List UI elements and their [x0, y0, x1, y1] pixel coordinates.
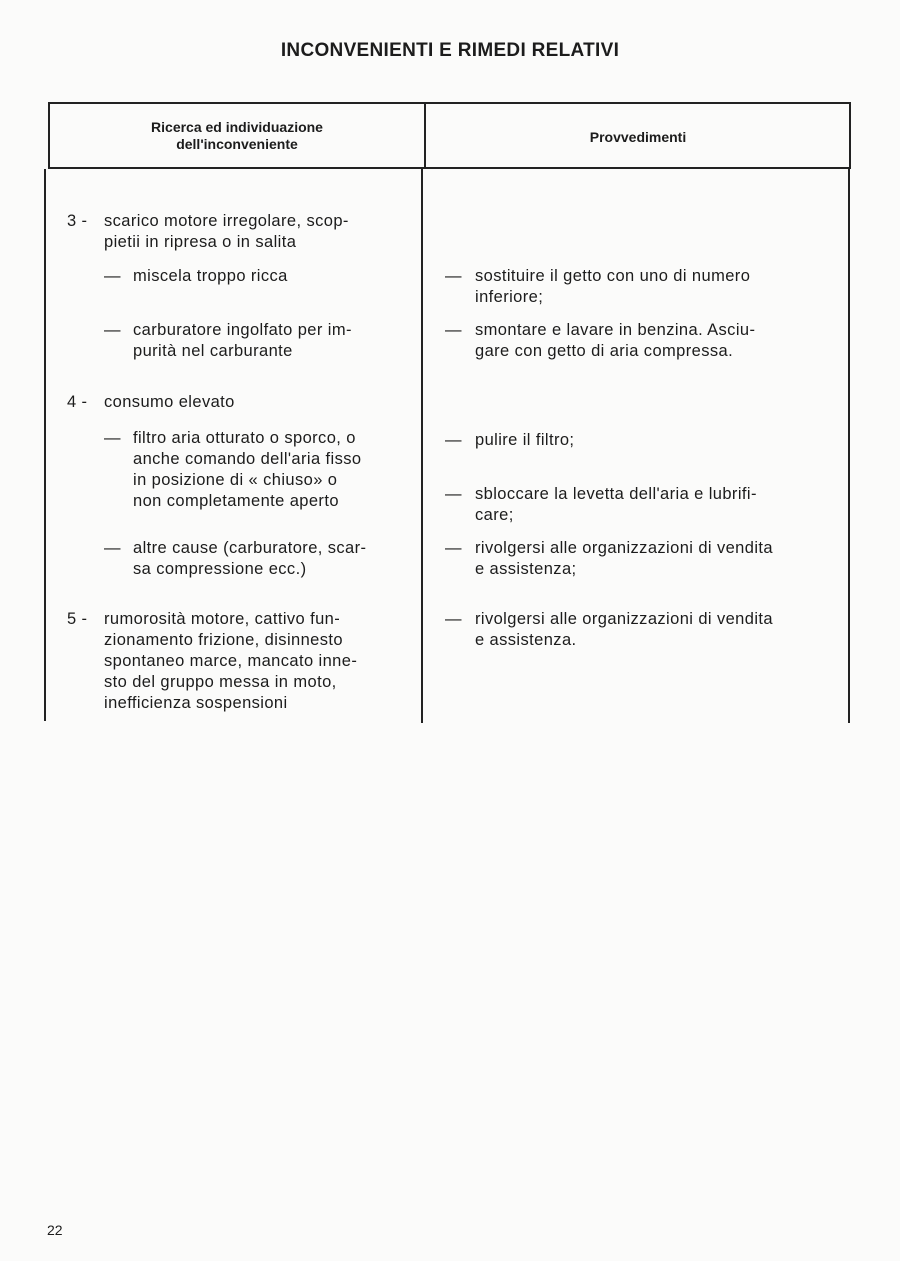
- item-line: rivolgersi alle organizzazioni di vendita: [475, 610, 773, 628]
- cause-4a: [104, 428, 409, 512]
- dash-bullet: —: [104, 267, 121, 285]
- column-header-diagnosis: [50, 119, 424, 153]
- remedy-3b: [445, 320, 835, 362]
- item-line: non completamente aperto: [133, 492, 339, 510]
- remedy-4b: [445, 538, 835, 580]
- dash-bullet: —: [104, 321, 121, 339]
- column-header-line: dell'inconveniente: [176, 136, 298, 152]
- dash-bullet: —: [445, 267, 462, 285]
- item-line: e assistenza.: [475, 631, 577, 649]
- item-line: altre cause (carburatore, scar-: [133, 539, 367, 557]
- item-line: pulire il filtro;: [475, 431, 575, 449]
- dash-bullet: —: [104, 429, 121, 447]
- column-header-remedy: Provvedimenti: [589, 129, 687, 145]
- dash-bullet: —: [445, 431, 462, 449]
- item-line: anche comando dell'aria fisso: [133, 450, 362, 468]
- item-line: sbloccare la levetta dell'aria e lubrifi-: [475, 485, 757, 503]
- item-line: care;: [475, 506, 514, 524]
- problem-item-3: [67, 211, 412, 253]
- item-line: carburatore ingolfato per im-: [133, 321, 352, 339]
- item-line: smontare e lavare in benzina. Asciu-: [475, 321, 756, 339]
- item-line: sa compressione ecc.): [133, 560, 307, 578]
- item-line: filtro aria otturato o sporco, o: [133, 429, 356, 447]
- item-line: inferiore;: [475, 288, 544, 306]
- remedy-3a: [445, 266, 835, 308]
- item-line: spontaneo marce, mancato inne-: [104, 652, 358, 670]
- item-line: scarico motore irregolare, scop-: [104, 212, 349, 230]
- item-line: in posizione di « chiuso» o: [133, 471, 338, 489]
- item-line: zionamento frizione, disinnesto: [104, 631, 343, 649]
- item-line: miscela troppo ricca: [133, 267, 288, 285]
- page-number: 22: [47, 1222, 63, 1238]
- dash-bullet: —: [445, 485, 462, 503]
- item-number: 4 -: [67, 393, 88, 411]
- cause-3b: [104, 320, 409, 362]
- dash-bullet: —: [445, 321, 462, 339]
- cause-4b: [104, 538, 409, 580]
- item-line: e assistenza;: [475, 560, 577, 578]
- table-column-divider: [421, 169, 423, 723]
- dash-bullet: —: [445, 610, 462, 628]
- item-line: rumorosità motore, cattivo fun-: [104, 610, 341, 628]
- dash-bullet: —: [445, 539, 462, 557]
- remedy-5: [445, 609, 835, 651]
- item-line: pietii in ripresa o in salita: [104, 233, 297, 251]
- item-line: gare con getto di aria compressa.: [475, 342, 734, 360]
- problem-item-4: [67, 392, 412, 413]
- dash-bullet: —: [104, 539, 121, 557]
- item-line: rivolgersi alle organizzazioni di vendita: [475, 539, 773, 557]
- item-number: 5 -: [67, 610, 88, 628]
- remedy-4a-clean: [445, 430, 835, 451]
- cause-3a: [104, 266, 409, 287]
- problem-item-5: [67, 609, 409, 714]
- item-line: consumo elevato: [104, 393, 235, 411]
- item-number: 3 -: [67, 212, 88, 230]
- item-line: inefficienza sospensioni: [104, 694, 288, 712]
- column-header-line: Ricerca ed individuazione: [151, 119, 323, 135]
- table-left-border: [44, 169, 46, 721]
- table-right-border: [848, 169, 850, 723]
- item-line: sto del gruppo messa in moto,: [104, 673, 337, 691]
- item-line: sostituire il getto con uno di numero: [475, 267, 751, 285]
- page-title: INCONVENIENTI E RIMEDI RELATIVI: [280, 40, 620, 61]
- remedy-4a-unlock: [445, 484, 835, 526]
- item-line: purità nel carburante: [133, 342, 293, 360]
